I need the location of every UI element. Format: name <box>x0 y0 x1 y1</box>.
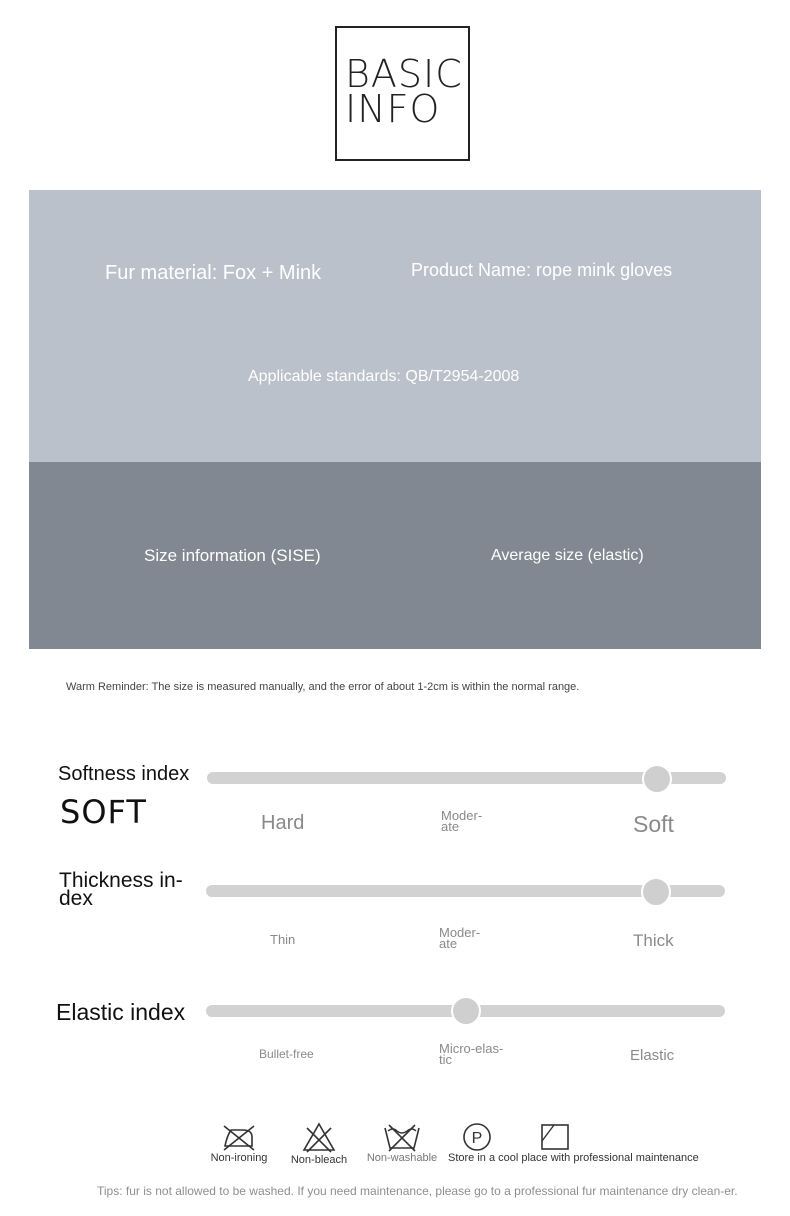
fur-material-text: Fur material: Fox + Mink <box>105 262 322 284</box>
basic-info-logo <box>335 26 470 161</box>
care-label-professional: Store in a cool place with professional maintenance <box>448 1152 699 1164</box>
soft-badge: SOFT <box>60 793 147 831</box>
warm-reminder: Warm Reminder: The size is measured manually, and the error of about 1-2cm is within the normal range. <box>66 681 580 693</box>
elastic-tick-bullet-free: Bullet-free <box>259 1047 314 1061</box>
elastic-index-label: Elastic index <box>56 999 186 1025</box>
professional-dry-clean-icon <box>448 1122 698 1152</box>
logo-line-2: INFO <box>345 87 441 131</box>
softness-knob <box>642 764 672 794</box>
thickness-index-label: Thickness in-dex <box>59 869 183 910</box>
tips-text: Tips: fur is not allowed to be washed. If you need maintenance, please go to a professional fur maintenance dry clean-er. <box>97 1184 738 1198</box>
dry-in-shade-icon <box>540 1123 570 1151</box>
care-non-ironing <box>205 1122 273 1164</box>
thickness-knob <box>641 877 671 907</box>
svg-text:P: P <box>471 1130 483 1147</box>
softness-tick-moderate: Moder-ate <box>441 808 483 834</box>
thickness-tick-thin: Thin <box>270 932 296 947</box>
softness-index-label: Softness index <box>58 763 190 785</box>
product-name-text: Product Name: rope mink gloves <box>411 260 673 280</box>
elastic-tick-elastic: Elastic <box>630 1047 675 1064</box>
care-label-non-bleach: Non-bleach <box>290 1154 348 1166</box>
no-bleach-icon <box>302 1122 336 1154</box>
no-wash-icon <box>383 1122 421 1152</box>
softness-tick-hard: Hard <box>261 812 305 834</box>
care-label-non-washable: Non-washable <box>366 1152 438 1164</box>
thickness-tick-thick: Thick <box>633 931 674 950</box>
standards-text: Applicable standards: QB/T2954-2008 <box>248 368 520 385</box>
softness-tick-soft: Soft <box>633 811 674 837</box>
thickness-tick-moderate: Moder-ate <box>439 925 481 951</box>
care-dry-in-shade <box>540 1123 570 1151</box>
no-iron-icon <box>221 1122 257 1152</box>
size-label: Size information (SISE) <box>144 546 321 565</box>
size-panel <box>29 462 761 649</box>
size-value: Average size (elastic) <box>491 547 644 564</box>
care-label-non-ironing: Non-ironing <box>210 1152 268 1164</box>
elastic-knob <box>451 996 481 1026</box>
care-non-washable <box>366 1122 438 1164</box>
care-professional <box>448 1122 698 1164</box>
elastic-tick-micro-elastic: Micro-elas-tic <box>439 1041 504 1067</box>
logo-line-1: BASIC <box>345 52 463 96</box>
care-non-bleach <box>285 1122 353 1166</box>
info-panel <box>29 190 761 462</box>
